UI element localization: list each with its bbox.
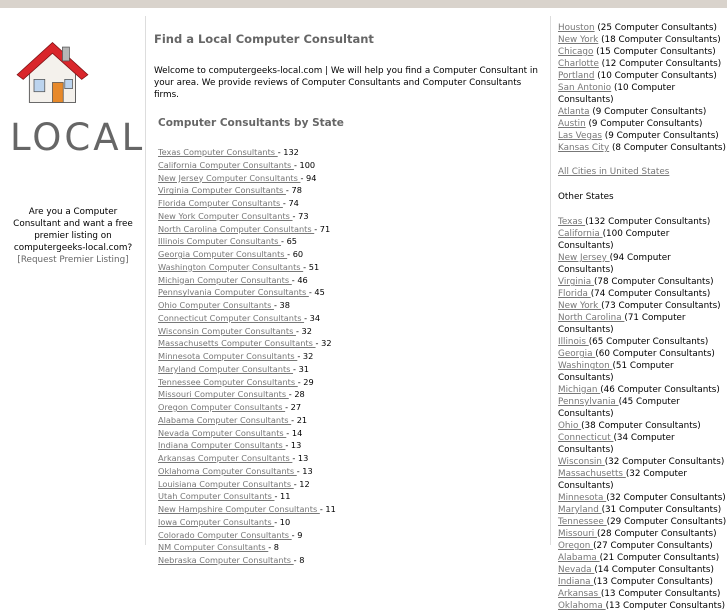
state-link[interactable]: Indiana Computer Consultants	[158, 440, 286, 451]
state-link[interactable]: Georgia	[558, 349, 596, 359]
state-link[interactable]: Massachusetts Computer Consultants	[158, 338, 316, 349]
state-link[interactable]: NM Computer Consultants	[158, 542, 269, 553]
state-link[interactable]: Virginia Computer Consultants	[158, 185, 286, 196]
state-link[interactable]: Tennessee	[558, 517, 607, 527]
premier-listing-promo	[8, 206, 138, 266]
state-link[interactable]: Florida Computer Consultants	[158, 198, 283, 208]
state-count: (14 Computer Consultants)	[594, 565, 714, 575]
list-item	[158, 490, 546, 503]
list-item	[158, 337, 546, 350]
state-link[interactable]: Illinois	[558, 337, 589, 347]
city-count: (18 Computer Consultants)	[598, 35, 721, 45]
state-link[interactable]: Nevada Computer Consultants	[158, 427, 287, 438]
state-count: (71 Computer Consultants)	[558, 313, 686, 335]
list-item	[158, 210, 546, 223]
list-item	[158, 439, 546, 452]
state-link[interactable]: Maryland	[558, 505, 602, 515]
state-count: (46 Computer Consultants)	[600, 385, 720, 395]
list-item	[558, 276, 727, 288]
list-item	[158, 427, 546, 440]
logo-wordmark: LOCAL	[10, 116, 146, 159]
state-count: (65 Computer Consultants)	[588, 337, 709, 347]
state-link[interactable]: Ohio Computer Consultants	[158, 300, 274, 310]
list-item	[558, 300, 727, 312]
state-link[interactable]: Oklahoma	[558, 601, 606, 611]
state-count: - 9	[291, 529, 303, 540]
state-link[interactable]: Oregon	[558, 541, 594, 551]
list-item	[158, 503, 546, 516]
city-link[interactable]: Chicago	[558, 47, 594, 57]
state-link[interactable]: Oklahoma Computer Consultants	[158, 465, 297, 476]
state-link[interactable]: Arkansas Computer Consultants	[158, 453, 293, 463]
state-link[interactable]: Minnesota	[558, 493, 607, 503]
state-count: (38 Computer Consultants)	[581, 421, 701, 431]
list-item	[558, 504, 727, 516]
state-count: - 46	[291, 274, 308, 285]
state-link[interactable]: Iowa Computer Consultants	[158, 516, 275, 527]
state-count: - 71	[314, 223, 331, 234]
list-item	[158, 146, 546, 159]
city-link[interactable]: Atlanta	[558, 107, 590, 117]
list-item	[558, 228, 727, 252]
all-cities-link[interactable]: All Cities in United States	[558, 167, 670, 177]
city-list	[558, 22, 727, 154]
promo-text: Are you a Computer Consultant and want a free premier listing on computergeeks-local.com?	[13, 207, 133, 253]
state-count: - 11	[274, 491, 291, 502]
list-item	[558, 588, 727, 600]
list-item	[158, 299, 546, 312]
top-bar	[0, 0, 727, 8]
list-item	[558, 22, 727, 34]
state-link[interactable]: Illinois Computer Consultants	[158, 236, 282, 247]
state-count: (13 Computer Consultants)	[605, 601, 726, 611]
list-item	[158, 363, 546, 376]
list-item	[158, 554, 546, 567]
list-item	[558, 528, 727, 540]
state-count: (94 Computer Consultants)	[558, 253, 671, 275]
state-link[interactable]: Nebraska Computer Consultants	[158, 555, 294, 565]
list-item	[558, 564, 727, 576]
state-count: - 12	[293, 478, 310, 489]
city-count: (9 Computer Consultants)	[585, 119, 703, 129]
state-link[interactable]: Pennsylvania	[558, 397, 619, 407]
state-link[interactable]: New York	[558, 301, 602, 311]
city-link[interactable]: Houston	[558, 23, 595, 33]
state-count: - 11	[319, 504, 336, 514]
list-item	[158, 452, 546, 465]
list-item	[558, 552, 727, 564]
list-item	[558, 312, 727, 336]
state-count: - 73	[292, 210, 309, 221]
state-count: (13 Computer Consultants)	[600, 589, 721, 599]
state-count: (100 Computer Consultants)	[558, 229, 670, 251]
state-count: - 10	[274, 516, 291, 527]
state-count: (27 Computer Consultants)	[593, 541, 713, 551]
state-count: - 60	[287, 249, 304, 259]
list-item	[558, 540, 727, 552]
list-item	[558, 130, 727, 142]
list-item	[558, 336, 727, 348]
state-count: - 29	[297, 376, 314, 387]
state-link[interactable]: Washington Computer Consultants	[158, 261, 304, 272]
state-count: - 8	[268, 542, 280, 553]
list-item	[558, 34, 727, 46]
state-link[interactable]: Texas	[558, 217, 586, 227]
page-title: Find a Local Computer Consultant	[154, 32, 374, 46]
state-link[interactable]: Michigan Computer Consultants	[158, 274, 292, 285]
state-count: - 8	[293, 555, 305, 565]
state-count: (32 Computer Consultants)	[606, 493, 726, 503]
state-link[interactable]: Florida	[558, 289, 591, 299]
state-count: - 32	[315, 338, 332, 349]
city-link[interactable]: Portland	[558, 71, 595, 81]
city-link[interactable]: Charlotte	[558, 59, 599, 69]
state-count: - 21	[291, 414, 308, 425]
list-item	[158, 478, 546, 491]
list-item	[158, 172, 546, 185]
list-item	[158, 261, 546, 274]
state-count: (32 Computer Consultants)	[558, 469, 687, 491]
state-list	[158, 146, 546, 567]
list-item	[158, 350, 546, 363]
state-count: (51 Computer Consultants)	[558, 361, 674, 383]
list-item	[558, 468, 727, 492]
list-item	[158, 286, 546, 299]
list-item	[558, 106, 727, 118]
state-link[interactable]: Maryland Computer Consultants	[158, 363, 294, 374]
city-link[interactable]: San Antonio	[558, 83, 612, 93]
main-content	[154, 32, 546, 567]
state-link[interactable]: New Hampshire Computer Consultants	[158, 504, 320, 514]
city-count: (15 Computer Consultants)	[593, 47, 716, 57]
state-count: - 34	[304, 312, 321, 323]
state-link[interactable]: New Jersey	[558, 253, 610, 263]
state-link[interactable]: Missouri Computer Consultants	[158, 389, 289, 400]
all-cities-row	[558, 166, 727, 178]
state-link[interactable]: California	[558, 229, 603, 239]
house-logo-icon	[14, 34, 114, 114]
state-link[interactable]: Indiana	[558, 577, 594, 587]
city-count: (8 Computer Consultants)	[609, 143, 726, 153]
state-count: - 100	[293, 159, 316, 170]
state-link[interactable]: Oregon Computer Consultants	[158, 402, 286, 412]
state-link[interactable]: Pennsylvania Computer Consultants	[158, 287, 309, 298]
city-count: (10 Computer Consultants)	[558, 83, 676, 105]
state-link[interactable]: Washington	[558, 361, 613, 371]
list-item	[558, 58, 727, 70]
list-item	[558, 82, 727, 106]
state-count: - 45	[308, 287, 325, 298]
list-item	[158, 529, 546, 542]
state-count: (28 Computer Consultants)	[597, 529, 717, 539]
list-item	[558, 492, 727, 504]
state-link[interactable]: Alabama	[558, 553, 600, 563]
state-count: (73 Computer Consultants)	[601, 301, 721, 311]
state-link[interactable]: North Carolina Computer Consultants	[158, 223, 315, 234]
state-count: - 13	[285, 440, 302, 451]
list-item	[558, 288, 727, 300]
list-item	[558, 576, 727, 588]
state-count: - 132	[277, 147, 299, 157]
city-count: (9 Computer Consultants)	[589, 107, 707, 117]
other-states-list	[558, 216, 727, 612]
state-link[interactable]: Minnesota Computer Consultants	[158, 351, 298, 361]
state-link[interactable]: North Carolina	[558, 313, 625, 323]
state-link[interactable]: Utah Computer Consultants	[158, 491, 275, 502]
list-item	[158, 401, 546, 414]
request-premier-listing-link[interactable]: [Request Premier Listing]	[17, 255, 129, 265]
state-count: - 31	[293, 363, 310, 374]
state-link[interactable]: Tennessee Computer Consultants	[158, 376, 298, 387]
state-link[interactable]: Missouri	[558, 529, 598, 539]
list-item	[158, 223, 546, 236]
state-link[interactable]: Nevada	[558, 565, 595, 575]
state-count: (45 Computer Consultants)	[558, 397, 680, 419]
left-column	[0, 16, 146, 545]
city-link[interactable]: New York	[558, 35, 599, 45]
list-item	[558, 348, 727, 360]
list-item	[158, 516, 546, 529]
state-count: (132 Computer Consultants)	[585, 217, 711, 227]
state-count: (21 Computer Consultants)	[599, 553, 720, 563]
state-count: (34 Computer Consultants)	[558, 433, 675, 455]
list-item	[158, 465, 546, 478]
state-count: - 27	[285, 402, 302, 412]
state-count: - 32	[297, 351, 314, 361]
state-link[interactable]: Wisconsin	[558, 457, 605, 467]
state-count: - 13	[296, 465, 313, 476]
list-item	[158, 197, 546, 210]
list-item	[158, 388, 546, 401]
state-link[interactable]: California Computer Consultants	[158, 159, 294, 170]
list-item	[558, 118, 727, 130]
list-item	[158, 184, 546, 197]
list-item	[558, 360, 727, 384]
state-count: - 65	[281, 236, 298, 247]
list-item	[158, 159, 546, 172]
state-count: - 51	[303, 261, 320, 272]
state-count: - 38	[273, 300, 290, 310]
other-states-heading: Other States	[558, 192, 614, 202]
state-link[interactable]: Arkansas	[558, 589, 601, 599]
list-item	[158, 274, 546, 287]
state-link[interactable]: Michigan	[558, 385, 601, 395]
list-item	[158, 541, 546, 554]
list-item	[158, 312, 546, 325]
state-count: - 28	[288, 389, 305, 400]
states-heading: Computer Consultants by State	[158, 117, 344, 129]
state-count: (31 Computer Consultants)	[601, 505, 722, 515]
state-count: - 14	[286, 427, 303, 438]
state-link[interactable]: Alabama Computer Consultants	[158, 414, 292, 425]
list-item	[558, 70, 727, 82]
list-item	[158, 414, 546, 427]
state-link[interactable]: Ohio	[558, 421, 582, 431]
state-link[interactable]: Colorado Computer Consultants	[158, 529, 292, 540]
state-link[interactable]: Louisiana Computer Consultants	[158, 478, 294, 489]
state-count: - 94	[300, 172, 317, 183]
state-link[interactable]: Massachusetts	[558, 469, 626, 479]
state-link[interactable]: Connecticut Computer Consultants	[158, 312, 305, 323]
state-count: (13 Computer Consultants)	[593, 577, 713, 587]
city-count: (12 Computer Consultants)	[598, 59, 722, 69]
list-item	[158, 248, 546, 261]
state-link[interactable]: Connecticut	[558, 433, 614, 443]
state-count: (29 Computer Consultants)	[606, 517, 727, 527]
list-item	[558, 216, 727, 228]
list-item	[558, 600, 727, 612]
state-link[interactable]: Virginia	[558, 277, 594, 287]
city-link[interactable]: Las Vegas	[558, 131, 602, 141]
list-item	[558, 456, 727, 468]
state-link[interactable]: New York Computer Consultants	[158, 210, 293, 221]
state-count: - 32	[295, 325, 312, 336]
list-item	[158, 376, 546, 389]
right-sidebar	[550, 16, 727, 611]
state-count: (78 Computer Consultants)	[593, 277, 714, 287]
state-link[interactable]: Georgia Computer Consultants	[158, 249, 288, 259]
city-count: (9 Computer Consultants)	[601, 131, 719, 141]
city-count: (25 Computer Consultants)	[594, 23, 717, 33]
state-count: (60 Computer Consultants)	[595, 349, 715, 359]
list-item	[558, 432, 727, 456]
state-link[interactable]: Texas Computer Consultants	[158, 147, 278, 157]
city-count: (10 Computer Consultants)	[594, 71, 717, 81]
list-item	[558, 252, 727, 276]
state-count: (32 Computer Consultants)	[604, 457, 725, 467]
state-count: - 74	[282, 198, 299, 208]
city-link[interactable]: Austin	[558, 119, 586, 129]
city-link[interactable]: Kansas City	[558, 143, 610, 153]
list-item	[158, 235, 546, 248]
state-link[interactable]: Wisconsin Computer Consultants	[158, 325, 296, 336]
list-item	[158, 325, 546, 338]
state-count: - 13	[292, 453, 309, 463]
list-item	[558, 516, 727, 528]
list-item	[558, 420, 727, 432]
list-item	[558, 396, 727, 420]
list-item	[558, 46, 727, 58]
state-count: (74 Computer Consultants)	[590, 289, 711, 299]
state-link[interactable]: New Jersey Computer Consultants	[158, 172, 301, 183]
list-item	[558, 142, 727, 154]
state-count: - 78	[285, 185, 302, 196]
list-item	[558, 384, 727, 396]
intro-text: Welcome to computergeeks-local.com | We will help you find a Computer Consultant in your area. We provide reviews of Computer Consultants and Computer Consultants firms.	[154, 66, 538, 100]
